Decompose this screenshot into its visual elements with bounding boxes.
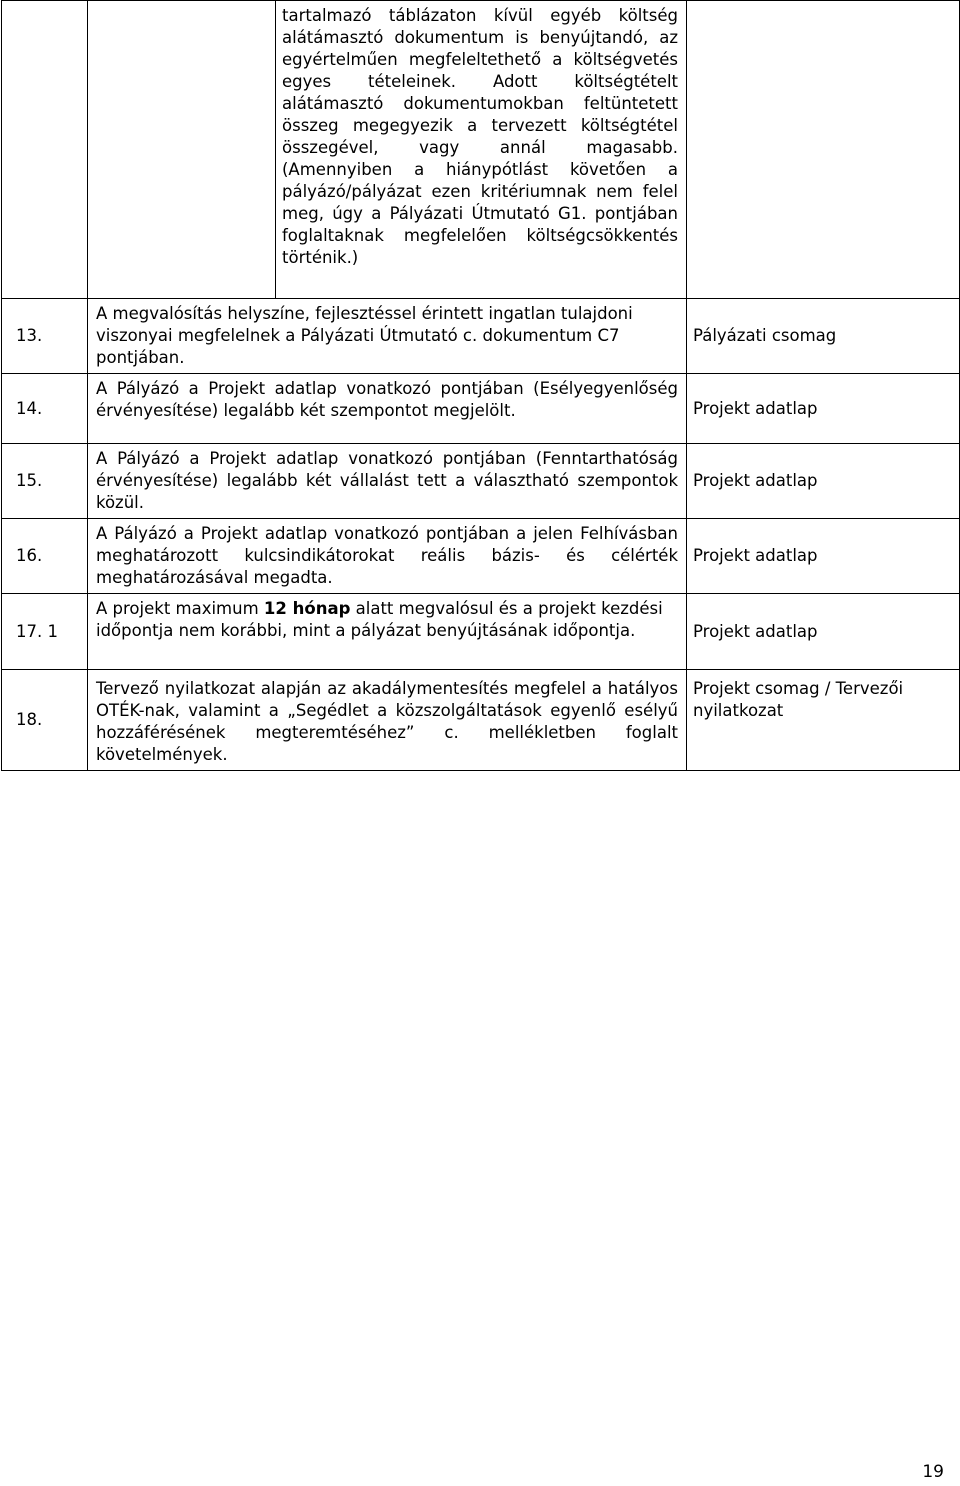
criterion-text: Tervező nyilatkozat alapján az akadálymentesítés megfelel a hatályos OTÉK-nak, valamint a „Segédlet a közszolgáltatások egyenlő esélyű hozzáférésének megteremtéséhez” c. mellékletben foglalt követelmények. (88, 670, 687, 771)
row-number: 17. 1 (2, 594, 88, 670)
source-cell: Projekt csomag / Tervezői nyilatkozat (687, 670, 960, 771)
table-row (2, 444, 960, 519)
criterion-text: tartalmazó táblázaton kívül egyéb költség alátámasztó dokumentum is benyújtandó, az egyértelműen megfeleltethető a költségvetés egyes tételeinek. Adott költségtételt alátámasztó dokumentumokban feltüntetett összeg megegyezik a tervezett költségtétel összegével, vagy annál magasabb. (Amennyiben a hiánypótlást követően a pályázó/pályázat ezen kritériumnak nem felel meg, úgy a Pályázati Útmutató G1. pontjában foglaltaknak megfelelően költségcsökkentés történik.) (276, 1, 687, 299)
row-number: 15. (2, 444, 88, 519)
table-row (2, 594, 960, 670)
page-number: 19 (922, 1462, 944, 1482)
criterion-text: A Pályázó a Projekt adatlap vonatkozó pontjában (Esélyegyenlőség érvényesítése) legalább két szempontot megjelölt. (88, 374, 687, 444)
source-cell: Projekt adatlap (687, 594, 960, 670)
criteria-table (1, 0, 960, 771)
table-row (2, 670, 960, 771)
row-number: 18. (2, 670, 88, 771)
criterion-text (88, 594, 687, 670)
criterion-text-start: A projekt maximum (96, 599, 264, 618)
criterion-duration: 12 hónap (263, 599, 351, 618)
row-number: 13. (2, 299, 88, 374)
criterion-text: A megvalósítás helyszíne, fejlesztéssel érintett ingatlan tulajdoni viszonyai megfelelnek a Pályázati Útmutató c. dokumentum C7 pontjában. (88, 299, 687, 374)
table-row (2, 374, 960, 444)
table-row (2, 1, 960, 299)
source-cell: Projekt adatlap (687, 519, 960, 594)
criterion-text-end: alatt megvalósul és a projekt kezdési időpontja nem korábbi, mint a pályázat benyújtásának időpontja. (96, 599, 663, 640)
source-cell: Pályázati csomag (687, 299, 960, 374)
table-row (2, 299, 960, 374)
source-cell: Projekt adatlap (687, 374, 960, 444)
table-row (2, 519, 960, 594)
row-number: 14. (2, 374, 88, 444)
criterion-text: A Pályázó a Projekt adatlap vonatkozó pontjában a jelen Felhívásban meghatározott kulcsindikátorokat reális bázis- és célérték meghatározásával megadta. (88, 519, 687, 594)
row-spacer-cell (88, 1, 276, 299)
row-number-cell (2, 1, 88, 299)
row-number: 16. (2, 519, 88, 594)
source-cell: Projekt adatlap (687, 444, 960, 519)
source-cell (687, 1, 960, 299)
criterion-text: A Pályázó a Projekt adatlap vonatkozó pontjában (Fenntarthatóság érvényesítése) legalább két vállalást tett a választható szempontok közül. (88, 444, 687, 519)
